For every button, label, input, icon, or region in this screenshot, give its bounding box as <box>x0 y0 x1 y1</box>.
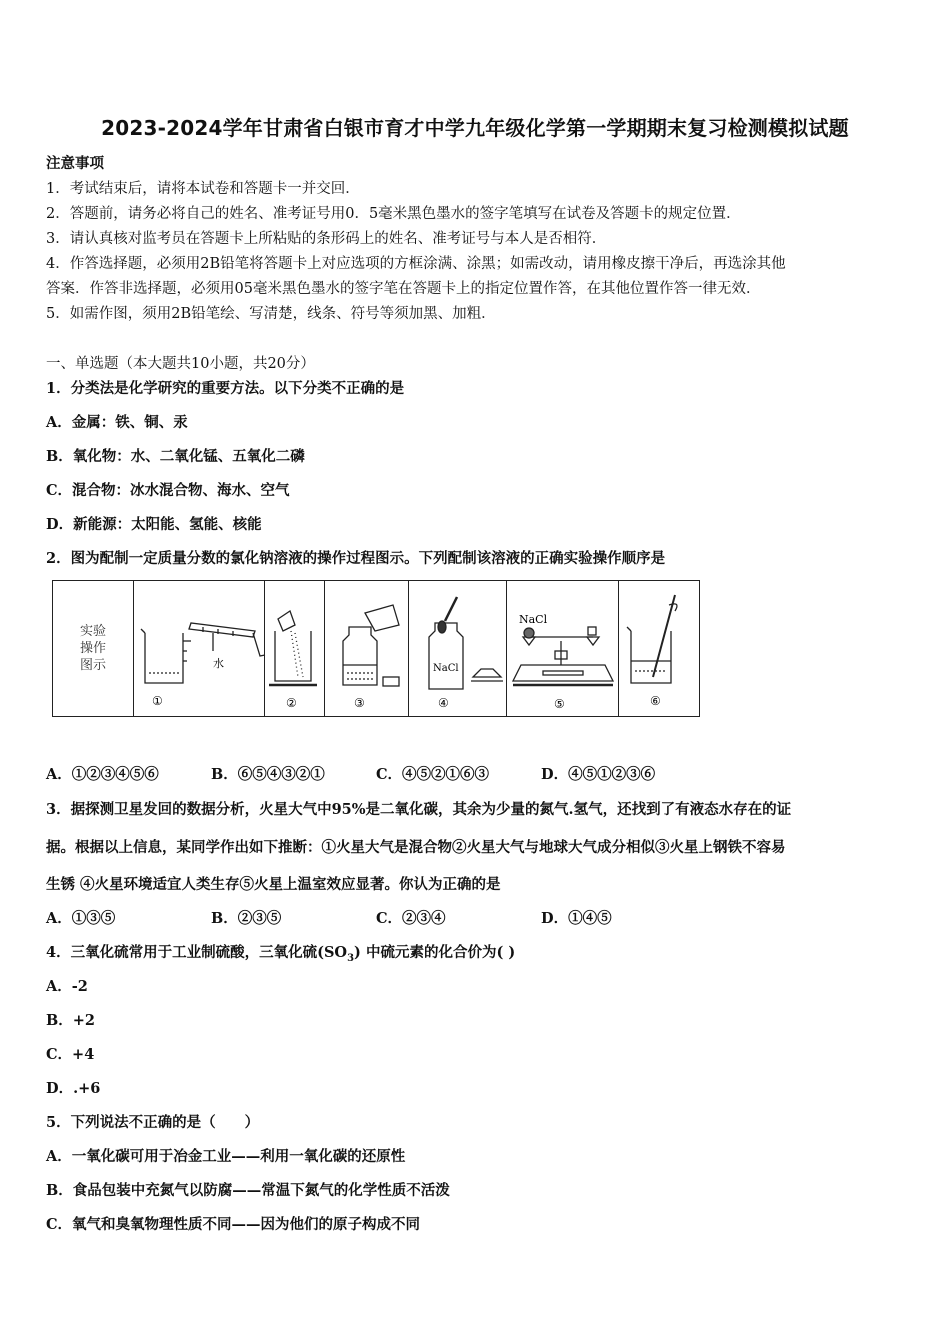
notice-item-4: 4．作答选择题，必须用2B铅笔将答题卡上对应选项的方框涂满、涂黑；如需改动，请用橡皮擦干净后，再选涂其他 <box>46 256 786 272</box>
figure-num-3: ③ <box>354 696 365 710</box>
q4-option-a: A．-2 <box>46 978 88 995</box>
q4-stem-pre: 4．三氧化硫常用于工业制硫酸，三氧化硫(SO <box>46 944 348 961</box>
figure-label-line: 实验 <box>79 624 106 639</box>
q4-stem-subscript: 3 <box>347 952 355 964</box>
q5-option-c: C．氧气和臭氧物理性质不同——因为他们的原子构成不同 <box>46 1216 421 1233</box>
q2-stem: 2．图为配制一定质量分数的氯化钠溶液的操作过程图示。下列配制该溶液的正确实验操作顺序是 <box>46 550 666 567</box>
q2-option-a: A．①②③④⑤⑥ <box>46 766 159 783</box>
q3-option-b: B．②③⑤ <box>211 910 282 927</box>
nacl-bottle-icon <box>429 597 503 689</box>
section-heading: 一、单选题（本大题共10小题，共20分） <box>46 356 315 372</box>
q4-option-c: C．+4 <box>46 1046 95 1063</box>
q3-stem-line3: 生锈 ④火星环境适宜人类生存⑤火星上温室效应显著。你认为正确的是 <box>46 876 501 893</box>
notice-item-1: 1．考试结束后，请将本试卷和答题卡一并交回． <box>46 181 360 197</box>
beaker-pour-solid-icon <box>269 611 317 685</box>
figure-num-4: ④ <box>438 696 449 710</box>
q1-option-b: B．氧化物：水、二氧化锰、五氧化二磷 <box>46 448 305 465</box>
figure-num-6: ⑥ <box>650 694 661 708</box>
q2-option-d: D．④⑤①②③⑥ <box>541 766 656 783</box>
q5-option-a: A．一氧化碳可用于冶金工业——利用一氧化碳的还原性 <box>46 1148 406 1165</box>
balance-nacl-label: NaCl <box>519 613 548 626</box>
q3-options <box>46 907 612 928</box>
notice-item-3: 3．请认真核对监考员在答题卡上所粘贴的条形码上的姓名、准考证号与本人是否相符． <box>46 231 607 247</box>
water-label: 水 <box>213 657 224 670</box>
q1-option-c: C．混合物：冰水混合物、海水、空气 <box>46 482 290 499</box>
beaker-pour-water-icon <box>141 623 265 683</box>
notice-item-2: 2．答题前，请务必将自己的姓名、准考证号用0．5毫米黑色墨水的签字笔填写在试卷及答题卡的规定位置． <box>46 206 741 222</box>
bottle-nacl-label: NaCl <box>433 663 459 674</box>
q2-option-c: C．④⑤②①⑥③ <box>376 766 490 783</box>
figure-num-2: ② <box>286 696 297 710</box>
q4-stem-post: ) 中硫元素的化合价为( ) <box>354 944 516 961</box>
q1-option-d: D．新能源：太阳能、氢能、核能 <box>46 516 262 533</box>
page-title: 2023-2024学年甘肃省白银市育才中学九年级化学第一学期期末复习检测模拟试题 <box>101 116 849 140</box>
figure-drawings <box>53 581 699 716</box>
notice-item-4-cont: 答案．作答非选择题，必须用05毫米黑色墨水的签字笔在答题卡上的指定位置作答，在其他位置作答一律无效． <box>46 281 761 297</box>
beaker-stir-icon <box>627 595 677 683</box>
figure-label-line: 操作 <box>79 641 106 656</box>
experiment-figure <box>52 580 700 717</box>
figure-label-line: 图示 <box>79 658 106 673</box>
q2-option-b: B．⑥⑤④③②① <box>211 766 325 783</box>
figure-num-1: ① <box>152 694 163 708</box>
q4-option-d: D．.+6 <box>46 1080 101 1097</box>
q3-stem-line1: 3．据探测卫星发回的数据分析，火星大气中95%是二氧化碳，其余为少量的氮气.氢气，还找到了有液态水存在的证 <box>46 801 792 818</box>
q2-options <box>46 763 655 784</box>
q1-stem: 1．分类法是化学研究的重要方法。以下分类不正确的是 <box>46 380 405 397</box>
notice-item-5: 5．如需作图，须用2B铅笔绘、写清楚，线条、符号等须加黑、加粗． <box>46 306 496 322</box>
notice-heading: 注意事项 <box>46 155 104 172</box>
figure-num-5: ⑤ <box>554 697 565 711</box>
q3-option-a: A．①③⑤ <box>46 910 116 927</box>
q4-stem <box>46 941 515 964</box>
q3-stem-line2: 据。根据以上信息，某同学作出如下推断：①火星大气是混合物②火星大气与地球大气成分相似③火星上钢铁不容易 <box>46 839 786 856</box>
q5-option-b: B．食品包装中充氮气以防腐——常温下氮气的化学性质不活泼 <box>46 1182 450 1199</box>
balance-scale-icon <box>513 627 613 685</box>
q3-option-d: D．①④⑤ <box>541 910 612 927</box>
q4-option-b: B．+2 <box>46 1012 95 1029</box>
bottle-pour-icon <box>343 605 399 686</box>
q1-option-a: A．金属：铁、铜、汞 <box>46 414 188 431</box>
q3-option-c: C．②③④ <box>376 910 446 927</box>
q5-stem: 5．下列说法不正确的是（ ） <box>46 1114 260 1131</box>
